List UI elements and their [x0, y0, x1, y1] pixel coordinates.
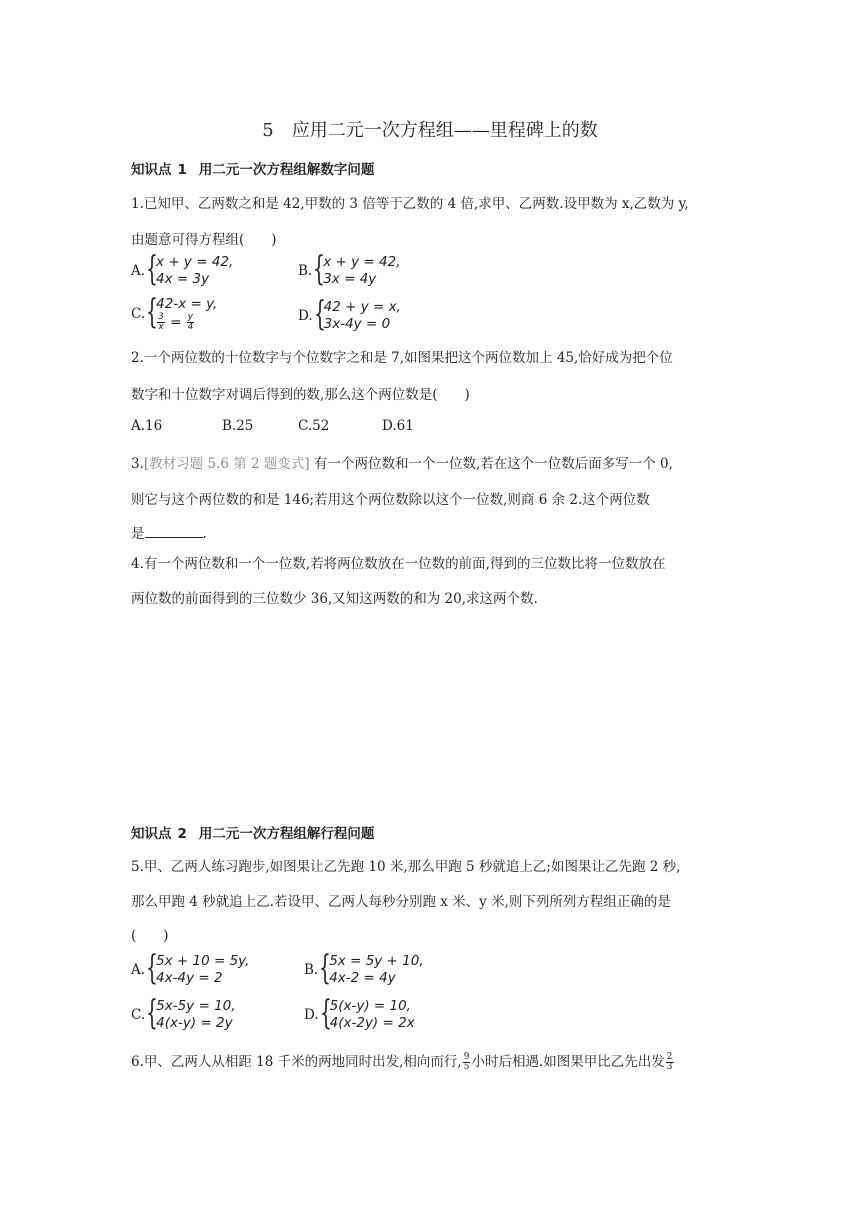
equation: 3x-4y = 0: [323, 316, 391, 332]
q1-option-a[interactable]: [131, 249, 234, 289]
denominator: x: [158, 322, 164, 332]
answer-blank[interactable]: [145, 525, 203, 538]
section-label: 知识点: [131, 826, 172, 842]
question-3-line-3: [131, 522, 207, 542]
question-5-line-2: 那么甲跑 4 秒就追上乙.若设甲、乙两人每秒分别跑 x 米、y 米,则下列所列方程组正确的是: [131, 894, 671, 910]
section-text: 用二元一次方程组解行程问题: [198, 826, 375, 842]
equation: 3x = 4y: [323, 271, 377, 287]
left-brace-icon: {: [319, 993, 332, 1033]
equation-system: [324, 299, 401, 333]
fraction: [666, 1053, 674, 1072]
fraction: [157, 313, 165, 332]
equation: 4x-4y = 2: [156, 970, 223, 986]
section-text: 用二元一次方程组解数字问题: [198, 162, 375, 178]
equation-system: [330, 998, 415, 1032]
section-number: 2: [177, 826, 187, 842]
equals-sign: =: [170, 314, 182, 331]
section-number: 1: [177, 162, 187, 178]
page-title: [0, 116, 860, 142]
numerator: 9: [463, 1052, 470, 1062]
numerator: 2: [666, 1052, 673, 1062]
source-note: [教材习题 5.6 第 2 题变式]: [143, 456, 310, 472]
left-brace-icon: {: [313, 249, 326, 289]
denominator: 3: [666, 1062, 673, 1072]
q1-option-d[interactable]: [298, 294, 401, 334]
equation: [156, 313, 217, 332]
equation: 5x + 10 = 5y,: [156, 953, 250, 969]
question-text: 6.甲、乙两人从相距 18 千米的两地同时出发,相向而行,: [131, 1054, 462, 1070]
equation: 42 + y = x,: [323, 299, 401, 315]
question-number: 3.: [131, 456, 144, 472]
equation: 4(x-y) = 2y: [156, 1015, 233, 1031]
option-label: C.: [131, 306, 146, 322]
left-brace-icon: {: [146, 249, 158, 289]
q2-option-d[interactable]: D.61: [382, 418, 414, 434]
fraction: [463, 1053, 471, 1072]
left-brace-icon: {: [146, 948, 158, 988]
question-3-line-1: [131, 452, 673, 472]
question-5-line-3: ( ): [131, 928, 169, 944]
equation-system: [156, 998, 235, 1032]
equation: x + y = 42,: [156, 254, 234, 270]
question-1-line-1: 1.已知甲、乙两数之和是 42,甲数的 3 倍等于乙数的 4 倍,求甲、乙两数.设甲数为 x,乙数为 y,: [131, 196, 689, 212]
equation-system: [329, 953, 423, 987]
question-1-line-2: 由题意可得方程组( ): [131, 232, 277, 248]
question-2-line-2: 数字和十位数字对调后得到的数,那么这个两位数是( ): [131, 387, 470, 403]
option-label: C.: [131, 1007, 146, 1023]
left-brace-icon: {: [319, 948, 332, 988]
question-3-line-2: 则它与这个两位数的和是 146;若用这个两位数除以这个一位数,则商 6 余 2.这个两位数: [131, 492, 650, 508]
option-label: D.: [304, 1007, 319, 1023]
q1-option-c[interactable]: [131, 292, 218, 332]
equation: 4x = 3y: [156, 271, 210, 287]
question-4-line-1: 4.有一个两位数和一个一位数,若将两位数放在一位数的前面,得到的三位数比将一位数放在: [131, 556, 666, 572]
q2-option-a[interactable]: A.16: [131, 418, 163, 434]
q5-option-d[interactable]: [304, 993, 415, 1033]
equation: 5(x-y) = 10,: [329, 998, 411, 1014]
numerator: 3: [158, 312, 164, 322]
equation-system: [156, 296, 217, 332]
denominator: 4: [187, 322, 194, 332]
q1-option-b[interactable]: [298, 249, 401, 289]
option-label: A.: [131, 962, 146, 978]
question-text: 是: [131, 526, 145, 542]
section-heading-2: [131, 822, 374, 842]
equation: 4x-2 = 4y: [329, 970, 396, 986]
equation: 42-x = y,: [156, 296, 218, 312]
option-label: B.: [304, 962, 319, 978]
option-label: D.: [298, 308, 313, 324]
denominator: 5: [463, 1062, 470, 1072]
fraction: [187, 313, 194, 332]
numerator: y: [187, 312, 194, 322]
q5-option-c[interactable]: [131, 993, 236, 1033]
equation-system: [156, 254, 233, 288]
title-text: 应用二元一次方程组——里程碑上的数: [291, 120, 598, 141]
section-heading-1: [131, 158, 374, 178]
equation: 5x = 5y + 10,: [329, 953, 424, 969]
title-number: 5: [262, 120, 274, 141]
question-2-line-1: 2.一个两位数的十位数字与个位数字之和是 7,如图果把这个两位数加上 45,恰好成为把个位: [131, 350, 673, 366]
question-6-line-1: [131, 1050, 675, 1072]
equation-system: [323, 254, 400, 288]
left-brace-icon: {: [313, 294, 326, 334]
section-label: 知识点: [131, 162, 172, 178]
left-brace-icon: {: [146, 292, 159, 332]
question-text: 有一个两位数和一个一位数,若在这个一位数后面多写一个 0,: [309, 456, 673, 472]
q2-option-b[interactable]: B.25: [222, 418, 254, 434]
equation: x + y = 42,: [323, 254, 401, 270]
option-label: A.: [131, 263, 146, 279]
q5-option-b[interactable]: [304, 948, 424, 988]
option-label: B.: [298, 263, 313, 279]
question-text: 小时后相遇.如图果甲比乙先出发: [471, 1054, 665, 1070]
equation-system: [156, 953, 249, 987]
equation: 5x-5y = 10,: [156, 998, 236, 1014]
left-brace-icon: {: [146, 993, 159, 1033]
q5-option-a[interactable]: [131, 948, 250, 988]
question-5-line-1: 5.甲、乙两人练习跑步,如图果让乙先跑 10 米,那么甲跑 5 秒就追上乙;如图果让乙先跑 2 秒,: [131, 859, 681, 875]
equation: 4(x-2y) = 2x: [329, 1015, 415, 1031]
question-4-line-2: 两位数的前面得到的三位数少 36,又知这两数的和为 20,求这两个数.: [131, 591, 538, 607]
q2-option-c[interactable]: C.52: [298, 418, 330, 434]
period: .: [202, 526, 207, 542]
